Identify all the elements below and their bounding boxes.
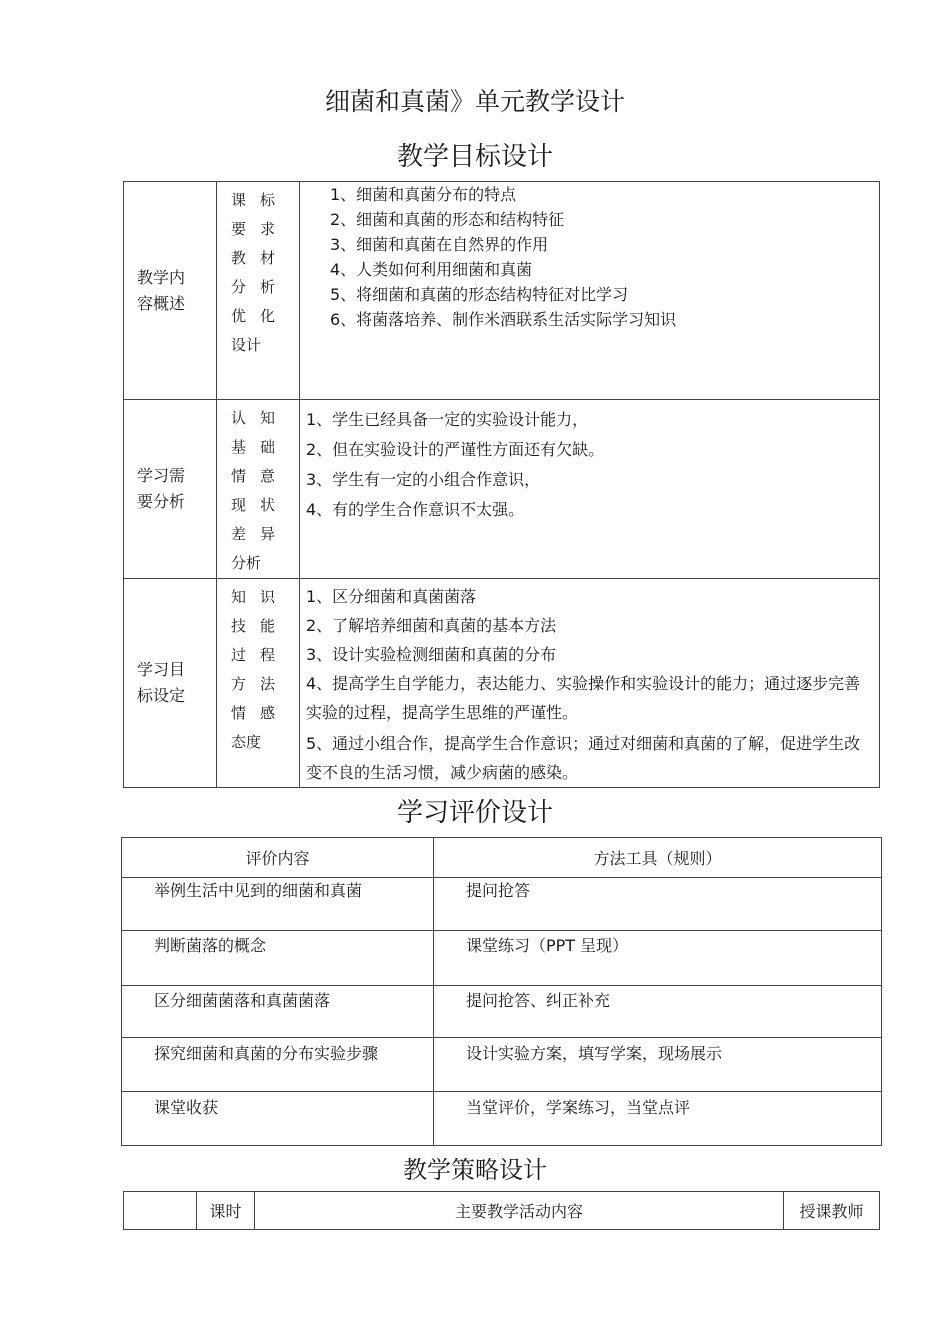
category-cell — [124, 579, 217, 788]
list-item: 2、细菌和真菌的形态和结构特征 — [330, 210, 565, 229]
eval-content-cell: 区分细菌菌落和真菌菌落 — [122, 986, 434, 1038]
sub-label: 方 法 — [231, 675, 275, 693]
category-label: 学习需 — [137, 466, 186, 485]
sub-label: 设计 — [231, 336, 262, 354]
eval-method-cell: 提问抢答 — [434, 878, 882, 931]
sub-category-cell — [217, 400, 300, 579]
sub-label: 情 感 — [231, 704, 275, 722]
evaluation-table — [121, 837, 882, 1146]
sub-label: 过 程 — [231, 646, 275, 664]
section-title-goal: 教学目标设计 — [396, 142, 553, 172]
header-cell: 评价内容 — [122, 838, 434, 878]
sub-label: 基 础 — [231, 438, 275, 456]
table-row — [122, 931, 882, 986]
eval-method-cell: 当堂评价，学案练习，当堂点评 — [434, 1092, 882, 1146]
list-item: 1、学生已经具备一定的实验设计能力， — [306, 410, 589, 429]
sub-label: 现 状 — [231, 496, 275, 514]
table-row — [124, 182, 880, 400]
eval-method-cell: 课堂练习（PPT 呈现） — [434, 931, 882, 986]
table-header-row — [124, 1192, 880, 1230]
eval-content-cell: 探究细菌和真菌的分布实验步骤 — [122, 1038, 434, 1092]
document-title: 细菌和真菌》单元教学设计 — [324, 87, 625, 116]
category-label: 容概述 — [137, 293, 186, 313]
eval-method-cell: 设计实验方案，填写学案，现场展示 — [434, 1038, 882, 1092]
section-title-eval: 学习评价设计 — [396, 798, 553, 828]
category-cell — [124, 400, 217, 579]
sub-label: 优 化 — [231, 307, 275, 325]
eval-method-cell: 提问抢答、纠正补充 — [434, 986, 882, 1038]
eval-content-cell: 课堂收获 — [122, 1092, 434, 1146]
list-item: 4、提高学生自学能力，表达能力、实验操作和实验设计的能力；通过逐步完善实验的过程，提高学生思维的严谨性。 — [306, 674, 861, 722]
sub-label: 技 能 — [231, 617, 275, 635]
list-item: 4、人类如何利用细菌和真菌 — [330, 260, 533, 279]
table-row — [122, 986, 882, 1038]
header-cell-activities: 主要教学活动内容 — [255, 1192, 784, 1230]
strategy-table — [123, 1191, 880, 1230]
sub-label: 分析 — [231, 554, 262, 572]
content-cell — [300, 400, 880, 579]
sub-label: 教 材 — [231, 249, 275, 267]
table-row — [124, 579, 880, 788]
list-item: 1、区分细菌和真菌菌落 — [306, 587, 477, 606]
list-item: 6、将菌落培养、制作米酒联系生活实际学习知识 — [330, 310, 677, 329]
sub-label: 态度 — [231, 733, 262, 751]
header-cell-lesson: 课时 — [197, 1192, 255, 1230]
table-row — [122, 1038, 882, 1092]
category-cell — [124, 182, 217, 400]
list-item: 3、学生有一定的小组合作意识， — [306, 470, 541, 489]
table-row — [122, 1092, 882, 1146]
category-label: 学习目 — [137, 660, 186, 679]
list-item: 5、通过小组合作，提高学生合作意识；通过对细菌和真菌的了解，促进学生改变不良的生活习惯，减少病菌的感染。 — [306, 734, 861, 782]
goal-design-table — [123, 181, 880, 788]
eval-content-cell: 判断菌落的概念 — [122, 931, 434, 986]
table-header-row — [122, 838, 882, 878]
content-cell — [300, 579, 880, 788]
list-item: 2、但在实验设计的严谨性方面还有欠缺。 — [306, 440, 605, 459]
category-label: 教学内 — [137, 267, 186, 287]
sub-label: 要 求 — [231, 220, 275, 238]
list-item: 3、设计实验检测细菌和真菌的分布 — [306, 645, 557, 664]
content-cell — [300, 182, 880, 400]
sub-category-cell — [217, 579, 300, 788]
sub-label: 认 知 — [231, 409, 275, 427]
table-row — [122, 878, 882, 931]
sub-label: 情 意 — [231, 467, 275, 485]
list-item: 5、将细菌和真菌的形态结构特征对比学习 — [330, 285, 629, 304]
sub-label: 差 异 — [231, 525, 275, 543]
table-row — [124, 400, 880, 579]
list-item: 1、细菌和真菌分布的特点 — [330, 185, 517, 204]
header-cell: 方法工具（规则） — [434, 838, 882, 878]
sub-label: 分 析 — [231, 278, 275, 296]
sub-label: 课 标 — [231, 191, 275, 209]
header-cell-teacher: 授课教师 — [784, 1192, 880, 1230]
list-item: 4、有的学生合作意识不太强。 — [306, 500, 525, 519]
category-label: 标设定 — [137, 686, 186, 705]
section-title-strategy: 教学策略设计 — [403, 1156, 547, 1184]
header-cell-blank — [124, 1192, 197, 1230]
list-item: 3、细菌和真菌在自然界的作用 — [330, 235, 549, 254]
sub-label: 知 识 — [231, 588, 275, 606]
eval-content-cell: 举例生活中见到的细菌和真菌 — [122, 878, 434, 931]
list-item: 2、了解培养细菌和真菌的基本方法 — [306, 616, 557, 635]
category-label: 要分析 — [137, 492, 186, 511]
sub-category-cell — [217, 182, 300, 400]
